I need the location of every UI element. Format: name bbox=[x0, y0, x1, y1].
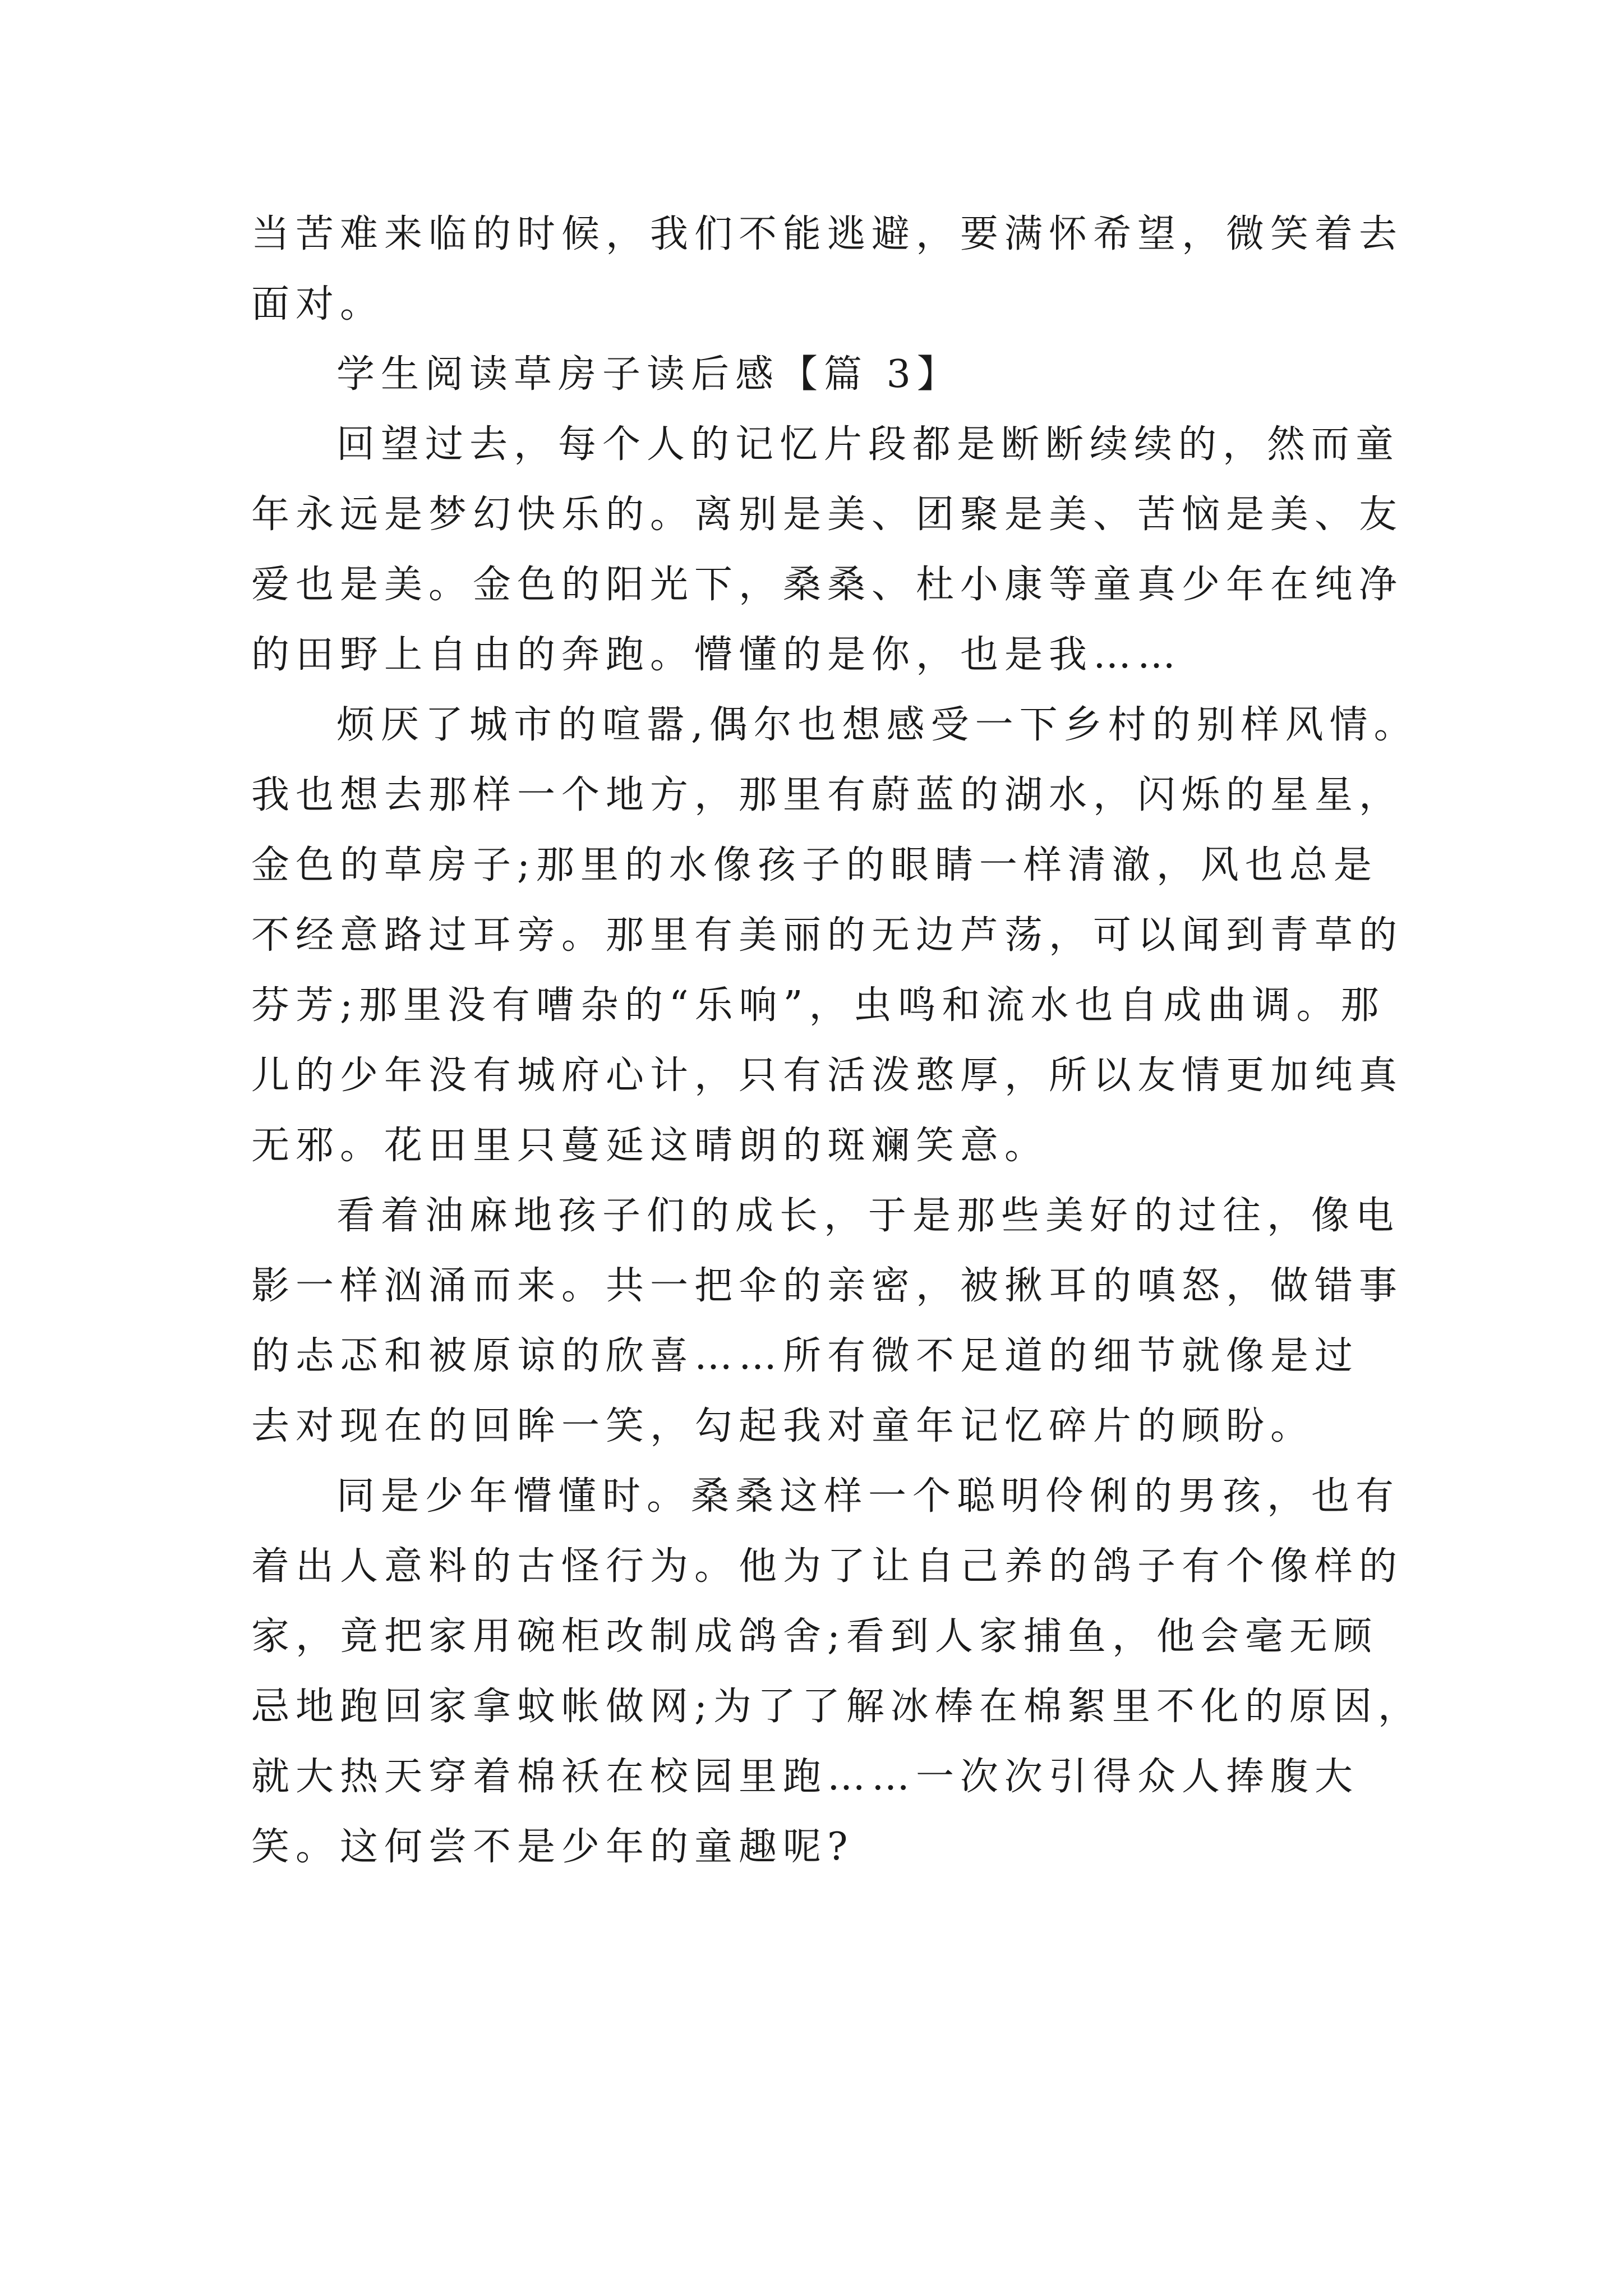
text-line: 烦厌了城市的喧嚣,偶尔也想感受一下乡村的别样风情。 bbox=[336, 703, 1418, 747]
text-line: 面对。 bbox=[251, 282, 385, 326]
text-line: 无邪。花田里只蔓延这晴朗的斑斓笑意。 bbox=[251, 1124, 1049, 1168]
text-line: 的田野上自由的奔跑。懵懂的是你，也是我…… bbox=[251, 633, 1182, 677]
text-line: 忌地跑回家拿蚊帐做网;为了了解冰棒在棉絮里不化的原因， bbox=[251, 1685, 1422, 1729]
text-line: 金色的草房子;那里的水像孩子的眼睛一样清澈，风也总是 bbox=[251, 843, 1378, 887]
text-line: 去对现在的回眸一笑，勾起我对童年记忆碎片的顾盼。 bbox=[251, 1404, 1315, 1448]
text-line: 我也想去那样一个地方，那里有蔚蓝的湖水，闪烁的星星， bbox=[251, 773, 1404, 817]
text-line: 儿的少年没有城府心计，只有活泼憨厚，所以友情更加纯真 bbox=[251, 1053, 1404, 1098]
paragraph-continuation bbox=[251, 199, 1404, 339]
text-line: 影一样汹涌而来。共一把伞的亲密，被揪耳的嗔怒，做错事 bbox=[251, 1264, 1404, 1308]
paragraph bbox=[251, 1181, 1404, 1461]
text-line: 的忐忑和被原谅的欣喜……所有微不足道的细节就像是过 bbox=[251, 1334, 1359, 1378]
text-line: 同是少年懵懂时。桑桑这样一个聪明伶俐的男孩，也有 bbox=[336, 1474, 1400, 1519]
text-line: 着出人意料的古怪行为。他为了让自己养的鸽子有个像样的 bbox=[251, 1544, 1404, 1589]
document-body bbox=[251, 199, 1422, 1882]
text-line: 回望过去，每个人的记忆片段都是断断续续的，然而童 bbox=[336, 422, 1400, 467]
text-line: 家，竟把家用碗柜改制成鸽舍;看到人家捕鱼，他会毫无顾 bbox=[251, 1614, 1378, 1659]
section-heading bbox=[251, 339, 1395, 409]
text-line: 芬芳;那里没有嘈杂的“乐响”，虫鸣和流水也自成曲调。那 bbox=[251, 983, 1385, 1028]
paragraph bbox=[251, 409, 1404, 690]
text-line: 笑。这何尝不是少年的童趣呢? bbox=[251, 1825, 854, 1869]
text-line: 就大热天穿着棉袄在校园里跑……一次次引得众人捧腹大 bbox=[251, 1755, 1359, 1799]
paragraph bbox=[251, 1461, 1422, 1882]
heading-line: 学生阅读草房子读后感【篇 3】 bbox=[336, 352, 961, 397]
text-line: 当苦难来临的时候，我们不能逃避，要满怀希望，微笑着去 bbox=[251, 212, 1404, 256]
text-line: 不经意路过耳旁。那里有美丽的无边芦荡，可以闻到青草的 bbox=[251, 913, 1404, 958]
text-line: 爱也是美。金色的阳光下，桑桑、杜小康等童真少年在纯净 bbox=[251, 563, 1404, 607]
paragraph bbox=[251, 690, 1418, 1181]
text-line: 年永远是梦幻快乐的。离别是美、团聚是美、苦恼是美、友 bbox=[251, 493, 1404, 537]
text-line: 看着油麻地孩子们的成长，于是那些美好的过往，像电 bbox=[336, 1194, 1400, 1238]
